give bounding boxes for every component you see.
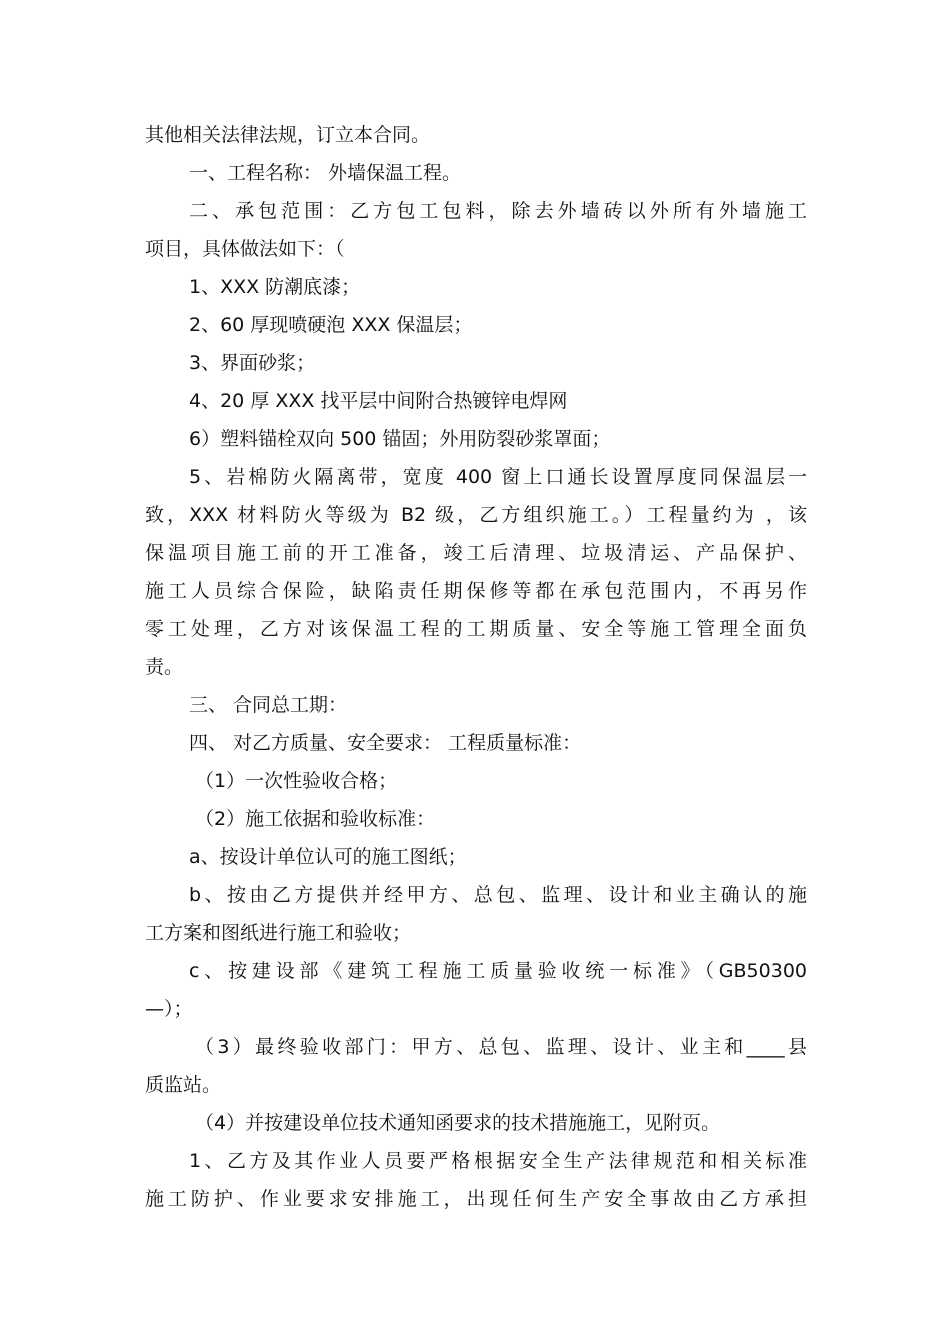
contract-body-text <box>145 116 807 1218</box>
paragraph-line: 4、20 厚 XXX 找平层中间附合热镀锌电焊网 <box>189 390 568 412</box>
paragraph-line: 保温项目施工前的开工准备，竣工后清理、垃圾清运、产品保护、 <box>145 542 807 564</box>
paragraph-line: b、按由乙方提供并经甲方、总包、监理、设计和业主确认的施 <box>189 884 807 906</box>
paragraph-line: （4）并按建设单位技术通知函要求的技术措施施工，见附页。 <box>195 1112 721 1134</box>
paragraph-line: c、按建设部《建筑工程施工质量验收统一标准》（GB50300 <box>189 960 807 982</box>
paragraph-line: 其他相关法律法规，订立本合同。 <box>145 124 431 146</box>
paragraph-line: （2）施工依据和验收标准： <box>195 808 436 830</box>
paragraph-line: 零工处理，乙方对该保温工程的工期质量、安全等施工管理全面负 <box>145 618 807 640</box>
paragraph-line: —）； <box>145 998 193 1020</box>
paragraph-line: 5、岩棉防火隔离带，宽度 400 窗上口通长设置厚度同保温层一 <box>189 466 807 488</box>
paragraph-line: 二、承包范围：乙方包工包料，除去外墙砖以外所有外墙施工 <box>189 200 807 222</box>
paragraph-line: 6）塑料锚栓双向 500 锚固；外用防裂砂浆罩面； <box>189 428 611 450</box>
paragraph-line: 致，XXX 材料防火等级为 B2 级，乙方组织施工。）工程量约为 ，该 <box>145 504 807 526</box>
paragraph-line: a、按设计单位认可的施工图纸； <box>189 846 467 868</box>
paragraph-line: 责。 <box>145 656 184 678</box>
paragraph-line: 四、 对乙方质量、安全要求： 工程质量标准： <box>189 732 582 754</box>
paragraph-line: 1、XXX 防潮底漆； <box>189 276 361 298</box>
paragraph-line: 工方案和图纸进行施工和验收； <box>145 922 412 944</box>
paragraph-line: （1）一次性验收合格； <box>195 770 398 792</box>
paragraph-line: 质监站。 <box>145 1074 222 1096</box>
paragraph-line: 三、 合同总工期： <box>189 694 348 716</box>
paragraph-line: 施工防护、作业要求安排施工，出现任何生产安全事故由乙方承担 <box>145 1188 807 1210</box>
paragraph-line: 1、乙方及其作业人员要严格根据安全生产法律规范和相关标准 <box>189 1150 807 1172</box>
paragraph-line: （3）最终验收部门：甲方、总包、监理、设计、业主和____县 <box>195 1036 807 1058</box>
paragraph-line: 施工人员综合保险，缺陷责任期保修等都在承包范围内，不再另作 <box>145 580 807 602</box>
paragraph-line: 项目，具体做法如下：（ <box>145 238 345 260</box>
paragraph-line: 2、60 厚现喷硬泡 XXX 保温层； <box>189 314 473 336</box>
paragraph-line: 一、工程名称： 外墙保温工程。 <box>189 162 462 184</box>
paragraph-line: 3、界面砂浆； <box>189 352 316 374</box>
